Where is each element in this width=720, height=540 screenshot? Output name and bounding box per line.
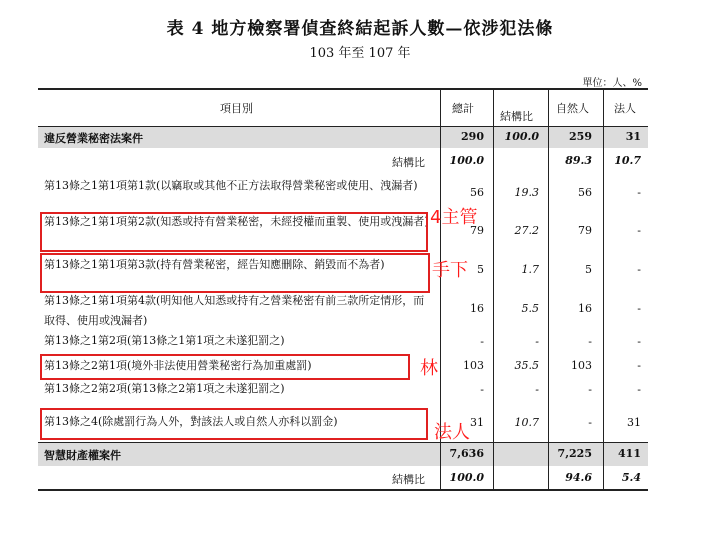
row-label: 結構比: [392, 156, 425, 169]
row-natural: 56: [578, 186, 592, 199]
row-natural: 7,225: [557, 447, 592, 460]
row-total: 7,636: [449, 447, 484, 460]
row-natural: 89.3: [565, 154, 592, 167]
row-legal: -: [637, 359, 641, 372]
highlight-box-row-7: [40, 354, 410, 380]
header-total: 總計: [452, 102, 474, 115]
row-label: 第13條之1第1項第3款(持有營業秘密，經告知應刪除、銷毀而不為者): [44, 258, 385, 271]
row-total: 16: [470, 302, 484, 315]
row-label: 第13條之2第2項(第13條之2第1項之未遂犯罰之): [44, 382, 285, 395]
row-total: 103: [463, 359, 484, 372]
row-natural: -: [588, 416, 592, 429]
row-label: 智慧財產權案件: [44, 449, 121, 462]
annotation-subordinate: 手下: [432, 260, 468, 281]
highlight-box-row-3: [40, 212, 428, 252]
row-ratio: -: [535, 335, 539, 348]
header-item: 項目別: [220, 102, 253, 115]
row-total: 31: [470, 416, 484, 429]
annotation-legal-person: 法人: [434, 422, 470, 443]
row-label: 結構比: [392, 473, 425, 486]
row-legal: 5.4: [621, 471, 641, 484]
row-legal: 31: [625, 130, 641, 143]
rule-bottom: [38, 489, 648, 491]
row-legal: 411: [618, 447, 641, 460]
row-total: -: [480, 335, 484, 348]
table-subtitle: 103 年至 107 年: [309, 46, 411, 61]
row-legal: -: [637, 383, 641, 396]
highlight-box-row-4: [40, 253, 430, 293]
row-ratio: 27.2: [514, 224, 539, 237]
row-total: -: [480, 383, 484, 396]
row-legal: -: [637, 186, 641, 199]
row-natural: -: [588, 335, 592, 348]
row-ratio: -: [535, 383, 539, 396]
annotation-lin: 林: [420, 358, 438, 379]
row-total: 100.0: [449, 471, 484, 484]
row-total: 56: [470, 186, 484, 199]
row-label: 第13條之2第1項(境外非法使用營業秘密行為加重處罰): [44, 359, 312, 372]
row-label: 違反營業秘密法案件: [44, 132, 143, 145]
row-ratio: 19.3: [514, 186, 539, 199]
row-ratio: 5.5: [521, 302, 539, 315]
row-label: 第13條之1第2項(第13條之1第1項之未遂犯罰之): [44, 334, 285, 347]
rule-ip-top: [38, 442, 648, 443]
rule-header-bottom: [38, 126, 648, 127]
row-natural: 259: [569, 130, 592, 143]
row-label: 第13條之4(除處罰行為人外，對該法人或自然人亦科以罰金): [44, 415, 338, 428]
row-natural: -: [588, 383, 592, 396]
row-legal: 31: [627, 416, 641, 429]
row-natural: 16: [578, 302, 592, 315]
row-ratio: 100.0: [504, 130, 539, 143]
row-natural: 94.6: [565, 471, 592, 484]
row-legal: -: [637, 335, 641, 348]
table-title: 表 4 地方檢察署偵查終結起訴人數—依涉犯法條: [166, 19, 554, 39]
highlight-box-row-9: [40, 408, 428, 440]
row-total: 5: [477, 263, 484, 276]
row-legal: -: [637, 302, 641, 315]
row-ratio: 1.7: [521, 263, 539, 276]
row-natural: 79: [578, 224, 592, 237]
row-total: 290: [461, 130, 484, 143]
row-label: 第13條之1第1項第1款(以竊取或其他不正方法取得營業秘密或使用、洩漏者): [44, 179, 418, 192]
annotation-4-supervisors: 4主管: [430, 207, 478, 228]
row-total: 100.0: [449, 154, 484, 167]
header-legal: 法人: [614, 102, 636, 115]
row-ratio: 35.5: [514, 359, 539, 372]
header-ratio: 結構比: [500, 110, 533, 123]
row-natural: 103: [571, 359, 592, 372]
row-ratio: 10.7: [514, 416, 539, 429]
row-legal: -: [637, 263, 641, 276]
rule-top: [38, 88, 648, 90]
row-label: 第13條之1第1項第2款(知悉或持有營業秘密，未經授權而重製、使用或洩漏者): [44, 215, 429, 228]
row-legal: 10.7: [614, 154, 641, 167]
header-natural: 自然人: [556, 102, 589, 115]
row-label: 第13條之1第1項第4款(明知他人知悉或持有之營業秘密有前三款所定情形，而取得、使用或洩漏者): [44, 294, 425, 327]
row-total: 79: [470, 224, 484, 237]
row-legal: -: [637, 224, 641, 237]
row-natural: 5: [585, 263, 592, 276]
unit-label: 單位：人、%: [582, 78, 642, 89]
